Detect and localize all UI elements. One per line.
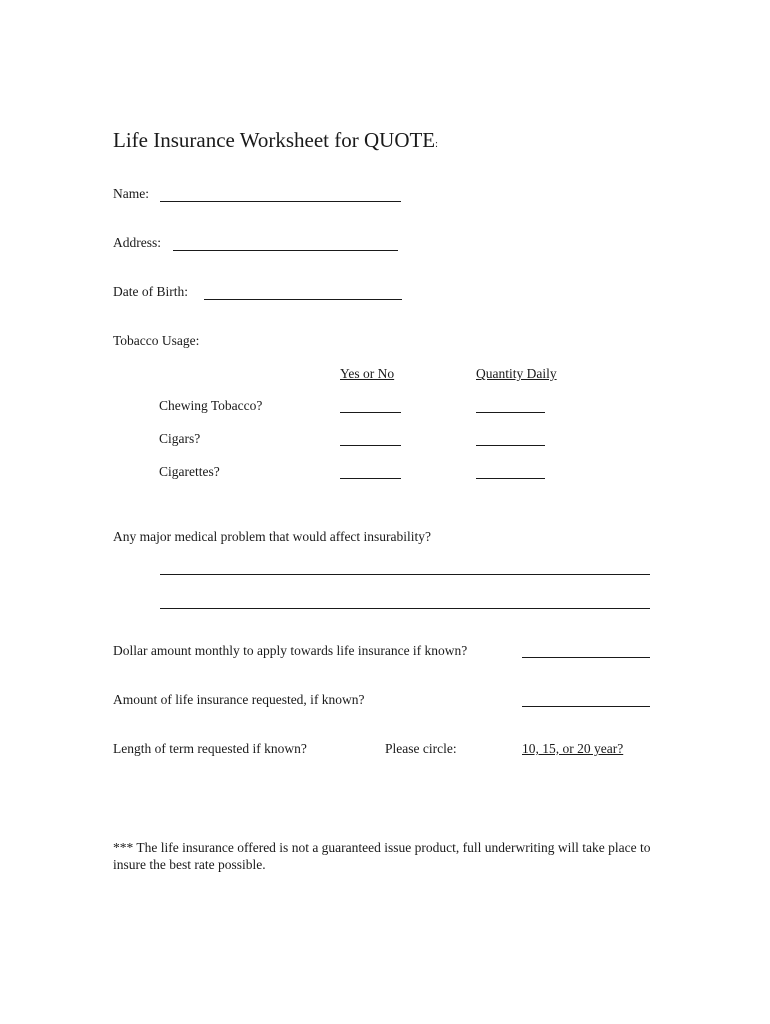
footnote: *** The life insurance offered is not a guaranteed issue product, full underwriting will take place to insure the best rate possible. xyxy=(113,840,651,872)
tobacco-label: Tobacco Usage: xyxy=(113,333,200,348)
cigars-quantity-field[interactable] xyxy=(476,445,545,446)
dob-label: Date of Birth: xyxy=(113,284,188,299)
cigars-yes-no-field[interactable] xyxy=(340,445,401,446)
term-options[interactable]: 10, 15, or 20 year? xyxy=(522,741,624,756)
cigarettes-label: Cigarettes? xyxy=(159,464,220,479)
name-label: Name: xyxy=(113,186,149,201)
title-colon: : xyxy=(435,139,438,150)
cigarettes-quantity-field[interactable] xyxy=(476,478,545,479)
document-title xyxy=(113,128,438,153)
dollar-monthly-label: Dollar amount monthly to apply towards life insurance if known? xyxy=(113,643,468,658)
name-field[interactable] xyxy=(160,201,401,202)
chewing-quantity-field[interactable] xyxy=(476,412,545,413)
address-label: Address: xyxy=(113,235,161,250)
term-label: Length of term requested if known? xyxy=(113,741,307,756)
amount-requested-label: Amount of life insurance requested, if known? xyxy=(113,692,365,707)
yes-no-header: Yes or No xyxy=(340,366,395,381)
medical-question: Any major medical problem that would affect insurability? xyxy=(113,529,432,544)
title-text: Life Insurance Worksheet for QUOTE xyxy=(113,128,436,152)
please-circle-label: Please circle: xyxy=(385,741,457,756)
dollar-monthly-field[interactable] xyxy=(522,657,650,658)
cigars-label: Cigars? xyxy=(159,431,201,446)
address-field[interactable] xyxy=(173,250,398,251)
medical-answer-line-2[interactable] xyxy=(160,608,650,609)
dob-field[interactable] xyxy=(204,299,402,300)
chewing-yes-no-field[interactable] xyxy=(340,412,401,413)
cigarettes-yes-no-field[interactable] xyxy=(340,478,401,479)
medical-answer-line-1[interactable] xyxy=(160,574,650,575)
amount-requested-field[interactable] xyxy=(522,706,650,707)
quantity-header: Quantity Daily xyxy=(476,366,557,381)
chewing-tobacco-label: Chewing Tobacco? xyxy=(159,398,263,413)
